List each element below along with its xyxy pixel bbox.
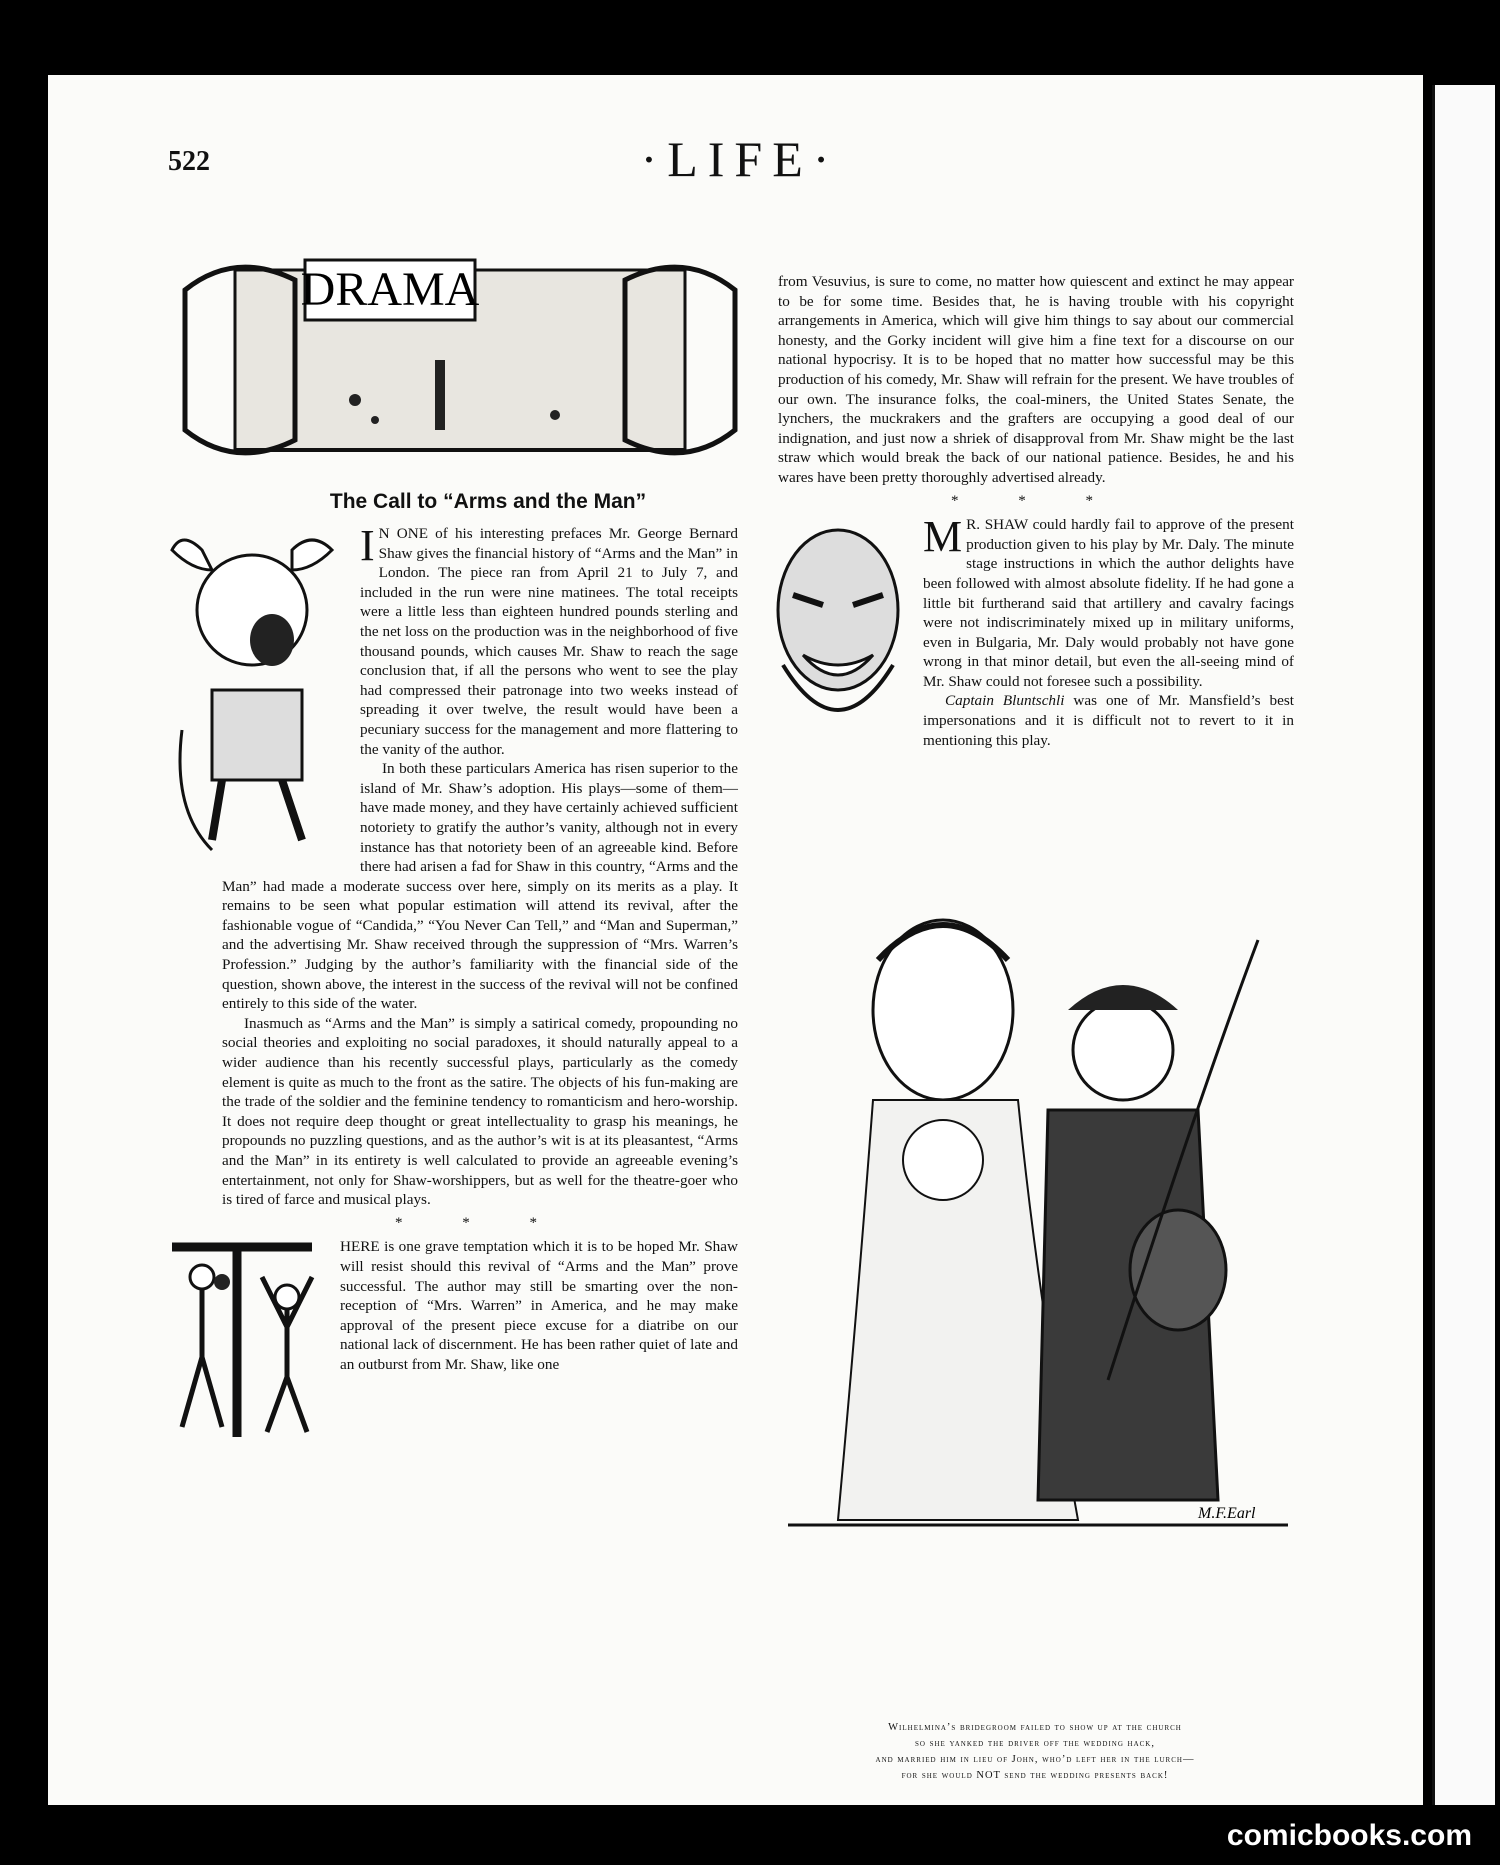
gallows-figures-illustration [152,1237,332,1447]
paragraph: N ONE of his interesting prefaces Mr. George Bernard Shaw gives the financial history of “Arms and the Man” in London. The piece ran from April 21 to July 7, and included in the run were nine matinees. The total receipts were a little less than eighteen hundred pounds sterling and the net loss on the production was in the neighborhood of five thousand pounds, which causes Mr. Shaw to reach the sage conclusion that, if all the persons who went to see the play had compressed their patronage into two weeks instead of spreading it over twelve, the result would have been a pecuniary success for the management and more flattering to the vanity of the author. [360,525,738,758]
paragraph: In both these particulars America has risen superior to the island of Mr. Shaw’s adoption. His plays—some of them—have made money, and they have certainly achieved sufficient notoriety to gratify the author’s vanity, although not in every instance has that notoriety been of an agreeable kind. Before there had arisen a fad for Shaw in this country, “Arms and the Man” had made a moderate success over here, simply on its merits as a play. It remains to be seen what popular estimation will attend its revival, after the fashionable vogue of “Candida,” “You Never Can Tell,” and “Man and Superman,” and the advertising Mr. Shaw received through the suppression of “Mrs. Warren’s Profession.” Judging by the author’s familiarity with the financial side of the question, shown above, the interest in the success of the revival will not be confined entirely to this side of the water. [222,760,738,1013]
section-separator: * * * [395,1214,565,1231]
paragraph: HERE is one grave temptation which it is to be hoped Mr. Shaw will resist should this revival of “Arms and the Man” prove successful. The author may still be smarting over the non-reception of “Mrs. Warren” in America, and he may make approval of the present piece excuse for a diatribe on our national lack of discernment. He has been rather quiet of late and an outburst from Mr. Shaw, like one [340,1238,738,1373]
banner-title: DRAMA [300,263,480,316]
cartoon-signature: M.F.Earl [1198,1505,1256,1522]
bride-and-driver-cartoon [778,900,1294,1540]
bull-soldier-illustration [162,530,352,860]
drama-banner-illustration [175,250,745,470]
page-number: 522 [168,146,210,177]
dropcap: I [360,521,375,570]
paragraph: Inasmuch as “Arms and the Man” is simply a satirical comedy, propounding no social theories and exploiting no social paradoxes, it should naturally appeal to a wider audience than his recently successful plays, particularly as the comedy element is quite as much to the front as the satire. The objects of his fun-making are the trade of the soldier and the feminine tendency to romanticism and hero-worship. It does not require deep thought or great intellectuality to grasp his meanings, he propounds no puzzling questions, and as the author’s wit is at its pleasantest, “Arms and the Man” in its entirety is well calculated to provide an agreeable evening’s entertainment, not only for Shaw-worshippers, but as well for the theatre-goer who is tired of farce and musical plays. [222,1014,738,1209]
dropcap: M [923,512,963,562]
paragraph: was one of Mr. Mansfield’s best impersonations and it is difficult not to revert to it in mentioning this play. [923,692,1294,749]
paragraph: R. SHAW could hardly fail to approve of the present production given to his play by Mr. Daly. The minute stage instructions in which the author delights have been followed with almost absolute fidelity. If he had gone a little bit furtherand said that artillery and cavalry facings were not indiscriminately mixed up in military uniforms, even in Bulgaria, Mr. Daly would probably not have gone wrong in that minor detail, but even the all-seeing mind of Mr. Shaw could not foresee such a possibility. [923,516,1294,690]
column-right [778,272,1294,750]
caption-line: and married him in lieu of John, who’d left her in the lurch— [875,1754,1195,1765]
caption-line: so she yanked the driver off the wedding hack, [915,1738,1155,1749]
masthead: ·LIFE· [640,131,840,187]
caption-line: Wilhelmina’s bridegroom failed to show up at the church [888,1722,1182,1733]
italic-name: Captain Bluntschli [945,692,1065,710]
article-title: The Call to “Arms and the Man” [329,490,647,513]
paragraph: from Vesuvius, is sure to come, no matter how quiescent and extinct he may appear to be for some time. Besides that, he is having trouble with his copyright arrangements in America, which will give him things to say about our commercial honesty, and the Gorky incident will give him a fine text for a discourse on our national hypocrisy. It is to be hoped that no matter how successful may be this production of his comedy, Mr. Shaw will refrain for the present. We have troubles of our own. The insurance folks, the coal-miners, the United States Senate, the lynchers, the muckrakers and the grafters are occupying a good deal of our indignation, and just now a shriek of disapproval from Mr. Shaw might be the last straw which would break the back of our national patience. Besides, he and his wares have been pretty thoroughly advertised already. [778,273,1294,486]
facing-page-edge [1432,85,1495,1805]
cartoon-caption [770,1720,1300,1784]
caption-line: for she would NOT send the wedding presents back! [901,1770,1169,1781]
section-separator: * * * [951,492,1121,509]
watermark: comicbooks.com [1226,1819,1472,1852]
column-left [222,521,738,1447]
shaw-mask-illustration [763,515,913,745]
